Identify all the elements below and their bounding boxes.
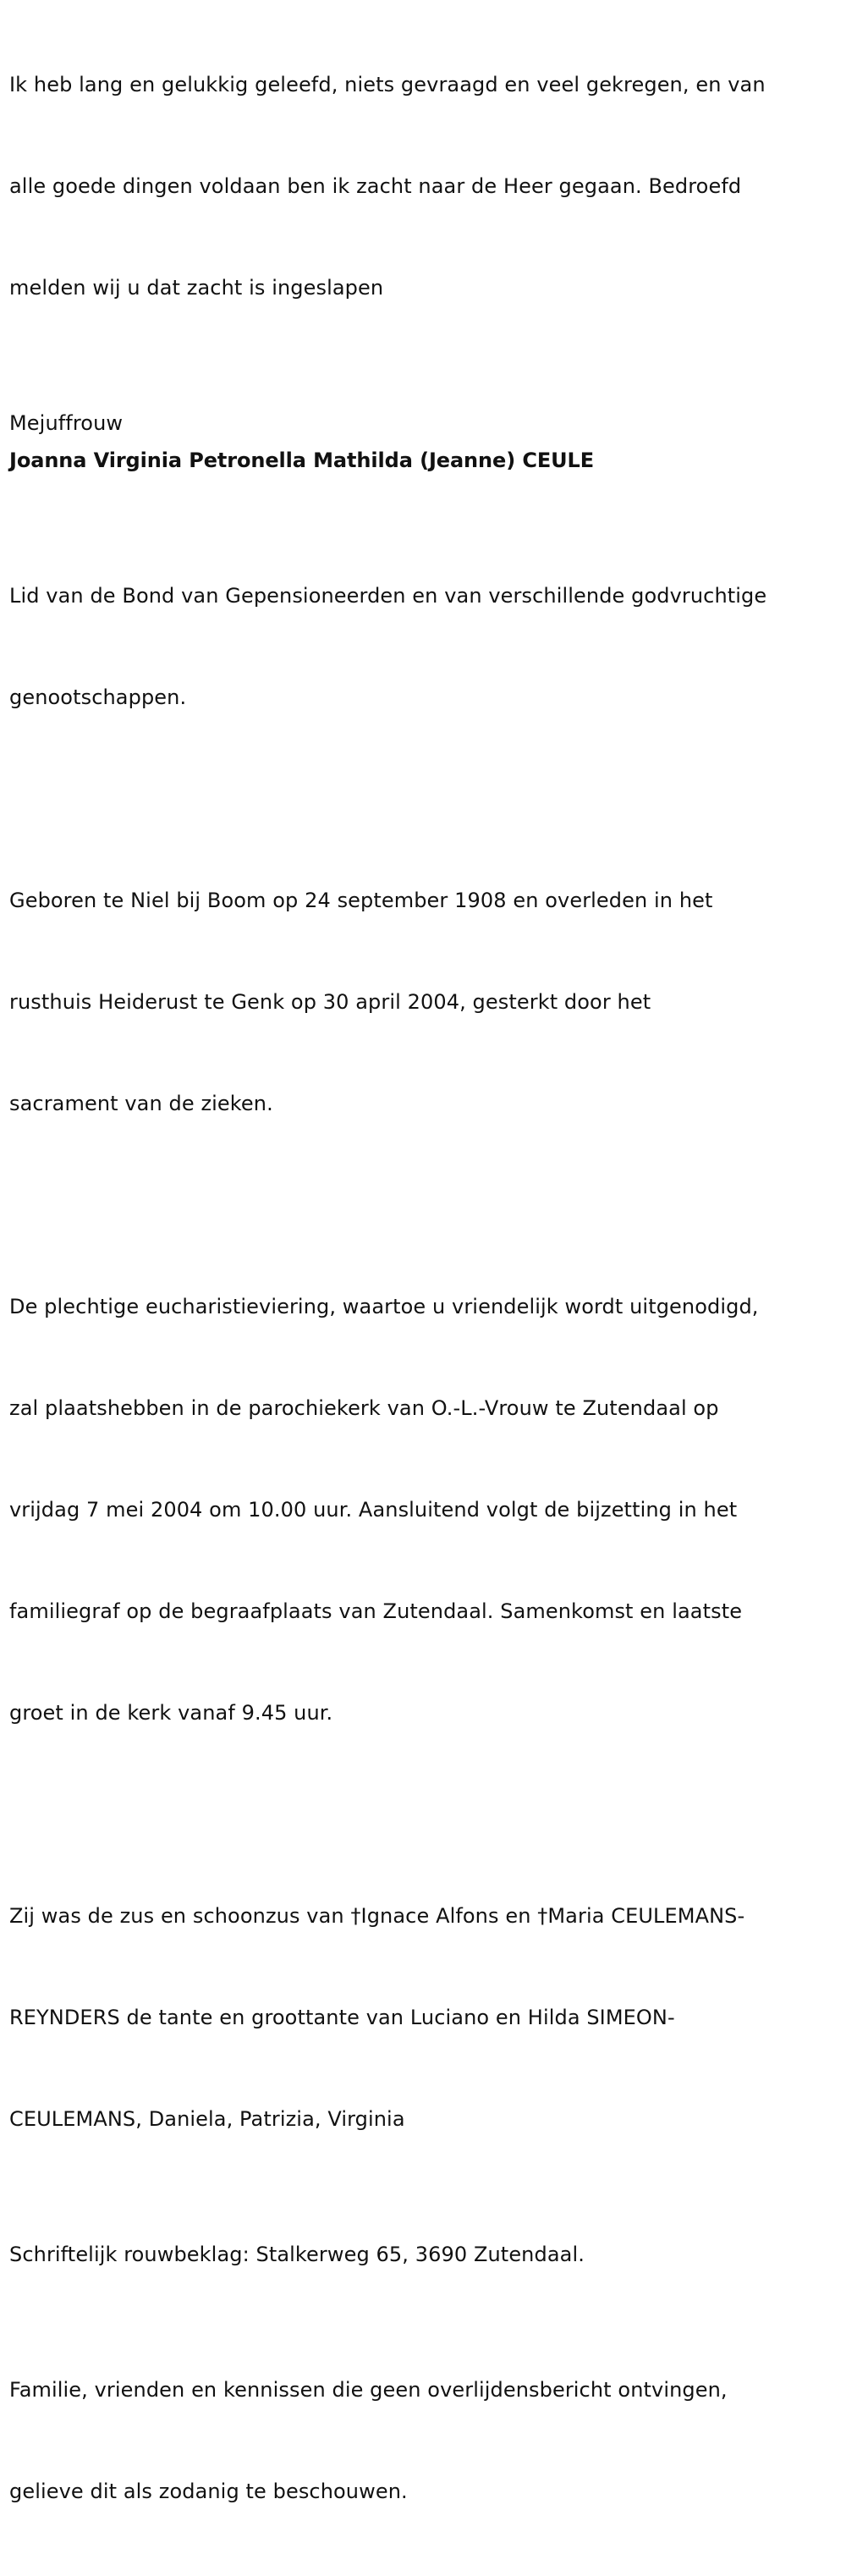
- intro-line: Ik heb lang en gelukkig geleefd, niets gevraagd en veel gekregen, en van: [9, 73, 766, 96]
- spacer: [9, 1188, 840, 1222]
- intro-line: alle goede dingen voldaan ben ik zacht naar de Heer gegaan. Bedroefd: [9, 174, 742, 198]
- service-paragraph: [9, 1222, 840, 1797]
- spacer: [9, 782, 840, 816]
- family-paragraph: [9, 1831, 840, 2204]
- spacer: [9, 2204, 840, 2237]
- birth-death-line: rusthuis Heiderust te Genk op 30 april 2004, gesterkt door het: [9, 990, 651, 1014]
- cross-icon: †: [537, 1904, 548, 1928]
- cross-icon: †: [350, 1904, 361, 1928]
- membership-line: genootschappen.: [9, 685, 187, 709]
- birth-death-line: sacrament van de zieken.: [9, 1092, 273, 1115]
- spacer: [9, 1797, 840, 1831]
- spacer: [9, 2271, 840, 2305]
- notice-paragraph: [9, 2305, 840, 2576]
- intro-line: melden wij u dat zacht is ingeslapen: [9, 276, 384, 300]
- birth-death-line: Geboren te Niel bij Boom op 24 september 1908 en overleden in het: [9, 889, 713, 912]
- membership-line: Lid van de Bond van Gepensioneerden en van verschillende godvruchtige: [9, 584, 767, 608]
- family-text: Ignace Alfons en: [360, 1904, 538, 1928]
- spacer: [9, 477, 840, 511]
- family-line: REYNDERS de tante en groottante van Luciano en Hilda SIMEON-: [9, 2006, 675, 2029]
- notice-line: Familie, vrienden en kennissen die geen overlijdensbericht ontvingen,: [9, 2378, 728, 2402]
- service-line: zal plaatshebben in de parochiekerk van O.-L.-Vrouw te Zutendaal op: [9, 1396, 719, 1420]
- family-line: CEULEMANS, Daniela, Patrizia, Virginia: [9, 2107, 405, 2131]
- service-line: groet in de kerk vanaf 9.45 uur.: [9, 1701, 333, 1725]
- family-text: Maria CEULEMANS-: [547, 1904, 745, 1928]
- membership-paragraph: [9, 511, 840, 782]
- family-text: Zij was de zus en schoonzus van: [9, 1904, 351, 1928]
- spacer: [9, 372, 840, 406]
- service-line: vrijdag 7 mei 2004 om 10.00 uur. Aansluitend volgt de bijzetting in het: [9, 1498, 738, 1522]
- family-line: [9, 1899, 840, 1933]
- title: Mejuffrouw: [9, 411, 124, 435]
- birth-death-paragraph: [9, 816, 840, 1188]
- condolence-address: Schriftelijk rouwbeklag: Stalkerweg 65, 3690 Zutendaal.: [9, 2243, 585, 2266]
- obituary-document: [9, 0, 840, 2576]
- deceased-name: Joanna Virginia Petronella Mathilda (Jeanne) CEULE: [9, 449, 595, 472]
- notice-line: gelieve dit als zodanig te beschouwen.: [9, 2480, 408, 2503]
- intro-paragraph: [9, 0, 840, 372]
- service-line: De plechtige eucharistieviering, waartoe u vriendelijk wordt uitgenodigd,: [9, 1295, 759, 1318]
- service-line: familiegraf op de begraafplaats van Zutendaal. Samenkomst en laatste: [9, 1599, 743, 1623]
